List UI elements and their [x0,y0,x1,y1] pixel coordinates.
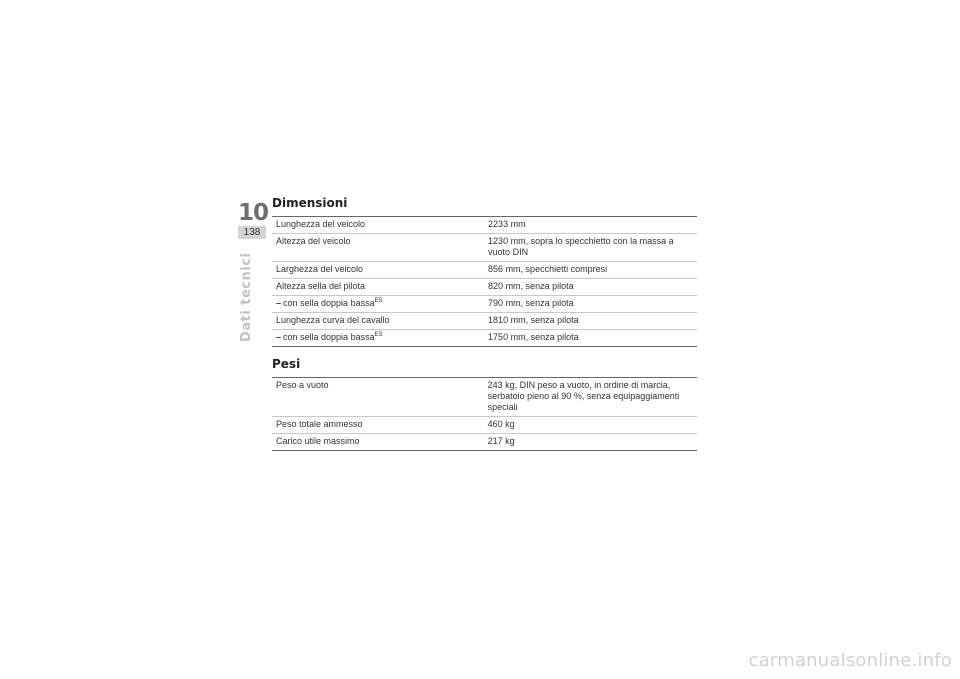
section-heading-weights: Pesi [272,357,301,371]
chapter-title-vertical: Dati tecnici [239,252,254,342]
row-value: 1230 mm, sopra lo specchietto con la massa a vuoto DIN [480,234,697,262]
row-value: 243 kg, DIN peso a vuoto, in ordine di marcia, serbatoio pieno al 90 %, senza equipaggiamenti speciali [480,378,697,417]
table-row [272,378,697,417]
page-number: 138 [238,226,266,239]
watermark: carmanualsonline.info [748,650,952,671]
row-value: 1750 mm, senza pilota [488,332,579,342]
row-label: Peso totale ammesso [272,417,480,434]
table-row [272,217,697,234]
dash-marker: – [276,298,282,308]
superscript-es: ES [374,332,383,338]
content-area [272,196,697,451]
row-label: Lunghezza curva del cavallo [272,313,480,330]
row-value: 1810 mm, senza pilota [480,313,697,330]
table-row [272,262,697,279]
dimensions-table [272,216,697,347]
dash-marker: – [276,332,282,342]
row-label: Peso a vuoto [272,378,480,417]
row-value: 460 kg [480,417,697,434]
table-row [272,417,697,434]
row-label [272,296,480,313]
row-label [272,330,480,347]
table-row [272,296,697,313]
row-label: Altezza sella del pilota [272,279,480,296]
superscript-es: ES [374,298,383,304]
table-row [272,279,697,296]
row-label: Larghezza del veicolo [272,262,480,279]
row-value: 856 mm, specchietti compresi [480,262,697,279]
row-label-text: con sella doppia bassa [283,298,375,308]
section-weights [272,357,697,451]
row-value: 2233 mm [480,217,697,234]
row-label: Altezza del veicolo [272,234,480,262]
row-value: 820 mm, senza pilota [480,279,697,296]
row-label: Carico utile massimo [276,436,360,446]
section-heading-dimensions: Dimensioni [272,196,348,210]
weights-table [272,377,697,451]
chapter-number: 10 [238,200,269,226]
table-row [272,434,697,451]
row-label: Lunghezza del veicolo [272,217,480,234]
table-row [272,330,697,347]
row-value: 790 mm, senza pilota [480,296,697,313]
row-label-text: con sella doppia bassa [283,332,375,342]
section-dimensions [272,196,697,347]
table-row [272,234,697,262]
table-row [272,313,697,330]
row-value: 217 kg [487,436,515,446]
